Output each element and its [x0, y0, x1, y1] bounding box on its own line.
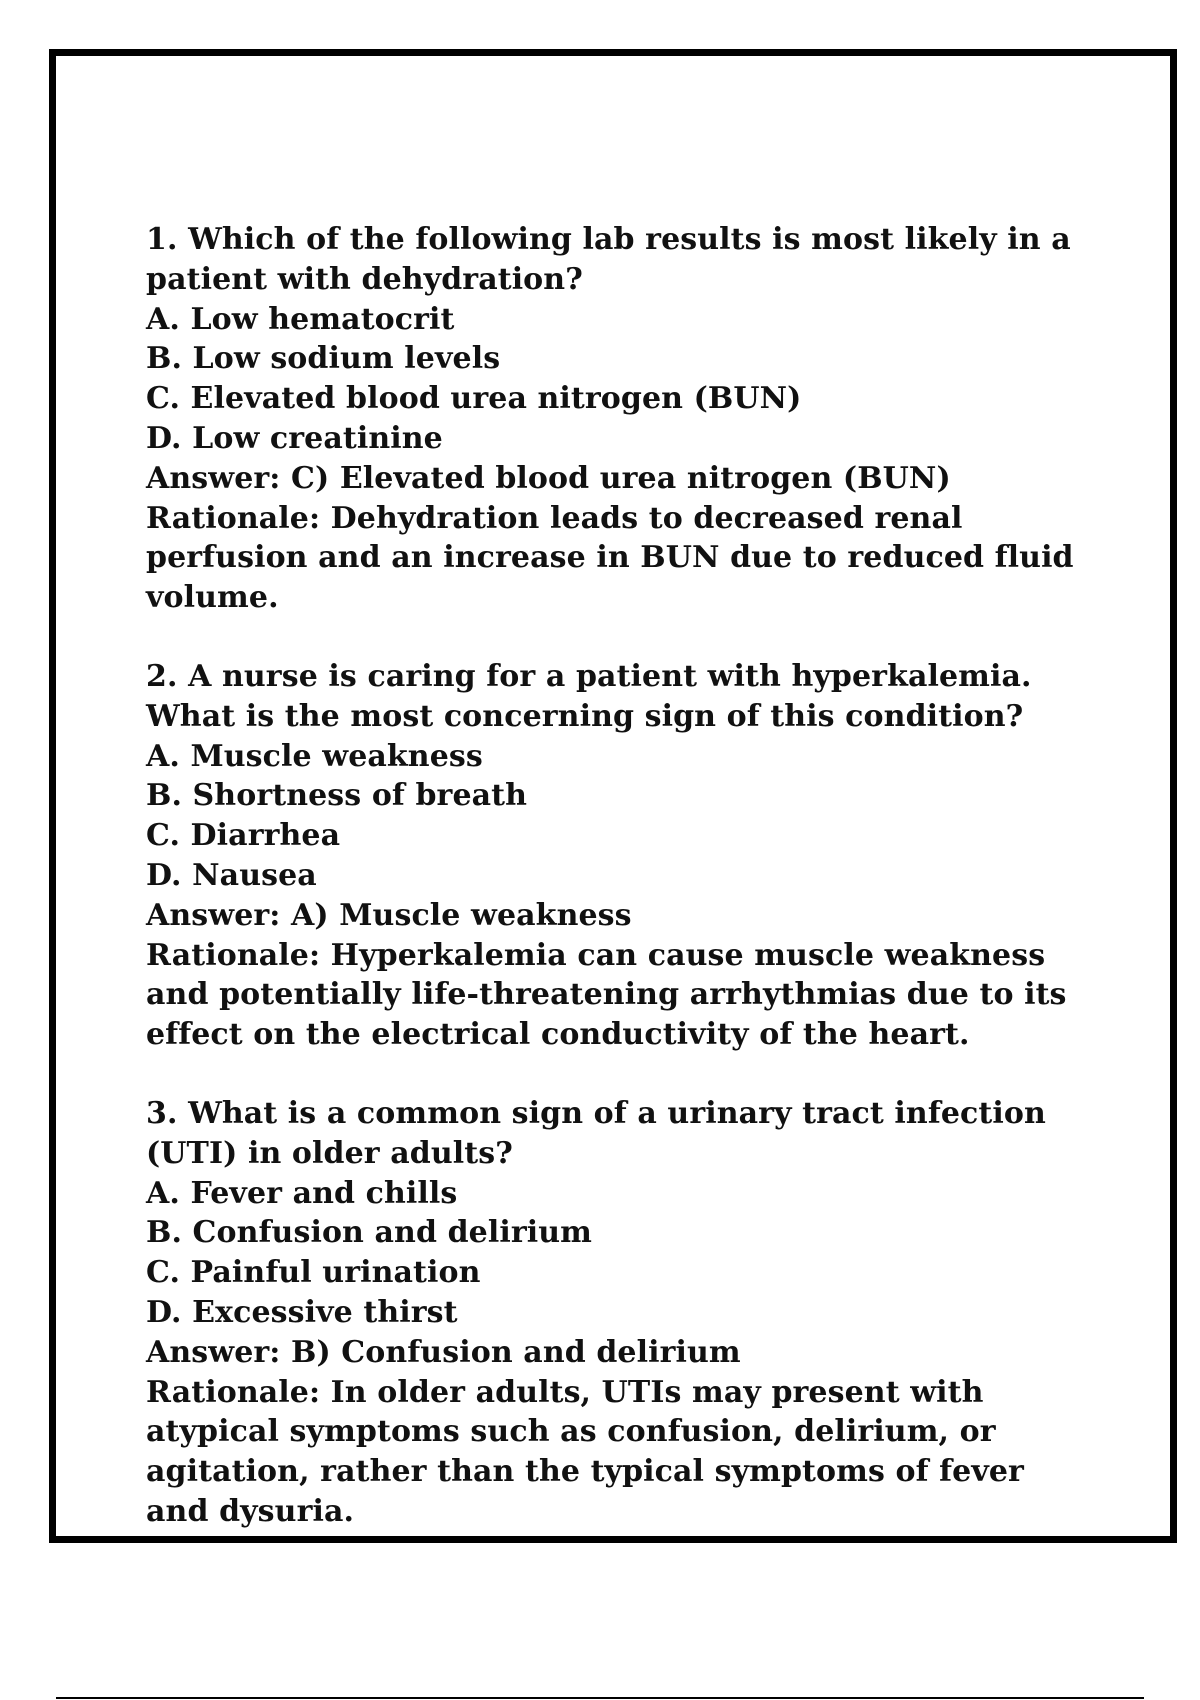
question-block-3	[146, 1094, 1086, 1532]
option-c: C. Painful urination	[146, 1255, 481, 1291]
option-a: A. Low hematocrit	[146, 301, 455, 337]
answer-text: Answer: B) Confusion and delirium	[146, 1334, 741, 1370]
option-a: A. Fever and chills	[146, 1175, 458, 1211]
option-a: A. Muscle weakness	[146, 738, 483, 774]
option-b: B. Shortness of breath	[146, 778, 528, 814]
question-block-2	[146, 657, 1086, 1055]
option-d: D. Nausea	[146, 857, 317, 893]
answer-text: Answer: C) Elevated blood urea nitrogen (BUN)	[146, 460, 951, 496]
rationale-text: Rationale: Dehydration leads to decreased renal perfusion and an increase in BUN due to reduced fluid volume.	[146, 500, 1074, 616]
question-block-1	[146, 220, 1086, 618]
rationale-text: Rationale: In older adults, UTIs may present with atypical symptoms such as confusion, delirium, or agitation, rather than the typical symptoms of fever and dysuria.	[146, 1374, 1024, 1529]
option-d: D. Low creatinine	[146, 420, 443, 456]
option-c: C. Diarrhea	[146, 818, 341, 854]
bottom-divider	[56, 1697, 1144, 1699]
quiz-content	[146, 220, 1086, 1571]
option-b: B. Low sodium levels	[146, 341, 501, 377]
rationale-text: Rationale: Hyperkalemia can cause muscle weakness and potentially life-threatening arrhythmias due to its effect on the electrical conductivity of the heart.	[146, 937, 1067, 1053]
question-text: 1. Which of the following lab results is most likely in a patient with dehydration?	[146, 222, 1071, 297]
option-c: C. Elevated blood urea nitrogen (BUN)	[146, 381, 802, 417]
answer-text: Answer: A) Muscle weakness	[146, 897, 632, 933]
option-b: B. Confusion and delirium	[146, 1215, 592, 1251]
question-text: 2. A nurse is caring for a patient with hyperkalemia. What is the most concerning sign of this condition?	[146, 658, 1032, 734]
question-text: 3. What is a common sign of a urinary tract infection (UTI) in older adults?	[146, 1095, 1046, 1171]
option-d: D. Excessive thirst	[146, 1294, 458, 1330]
